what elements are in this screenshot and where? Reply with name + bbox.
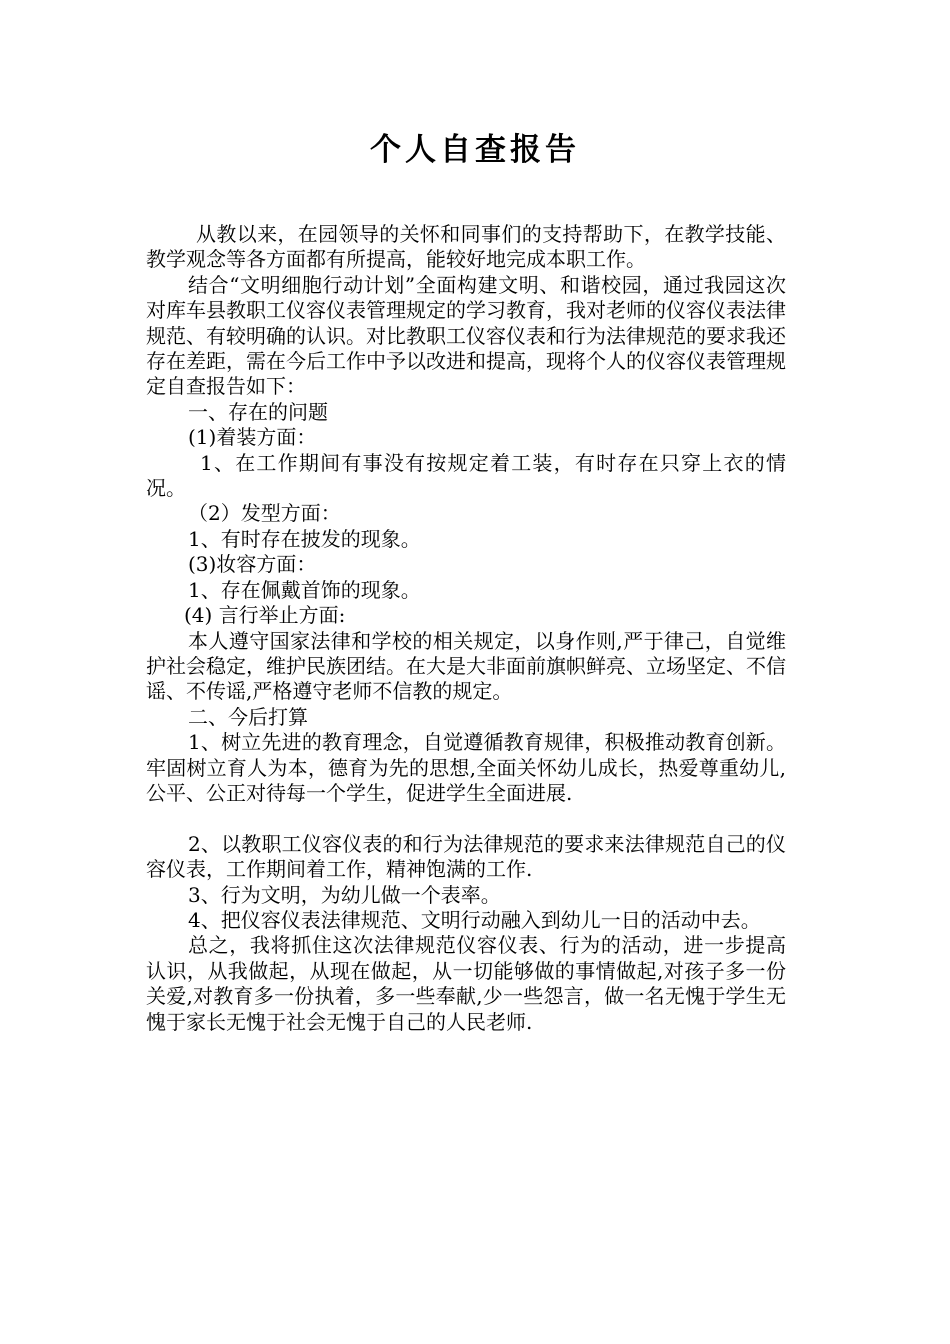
- plan-item-3: 3、行为文明，为幼儿做一个表率。: [188, 882, 501, 907]
- paragraph-background: 结合“文明细胞行动计划”全面构建文明、和谐校园，通过我园这次对库车县教职工仪容仪表管理规定的学习教育，我对老师的仪容仪表法律规范、有较明确的认识。对比教职工仪容仪表和行为法律规范的要求我还存在差距，需在今后工作中予以改进和提高，现将个人的仪容仪表管理规定自查报告如下：: [146, 272, 786, 399]
- paragraph-conclusion: 总之，我将抓住这次法律规范仪容仪表、行为的活动，进一步提高认识，从我做起，从现在做起，从一切能够做的事情做起,对孩子多一份关爱,对教育多一份执着，多一些奉献,少一些怨言，做一名无愧于学生无愧于家长无愧于社会无愧于自己的人民老师.: [146, 933, 786, 1034]
- subheading-conduct: (4) 言行举止方面:: [184, 603, 346, 628]
- section-heading-problems: 一、存在的问题: [188, 399, 328, 424]
- subheading-hairstyle: （2）发型方面：: [188, 501, 341, 526]
- plan-item-1: 1、树立先进的教育理念，自觉遵循教育规律，积极推动教育创新。牢固树立育人为本，德育为先的思想,全面关怀幼儿成长，热爱尊重幼儿,公平、公正对待每一个学生，促进学生全面进展.: [146, 730, 786, 805]
- subheading-makeup: (3)妆容方面：: [188, 552, 317, 577]
- item-hairstyle: 1、有时存在披发的现象。: [188, 526, 421, 551]
- paragraph-conduct: 本人遵守国家法律和学校的相关规定，以身作则,严于律己，自觉维护社会稳定，维护民族团结。在大是大非面前旗帜鲜亮、立场坚定、不信谣、不传谣,严格遵守老师不信教的规定。: [146, 628, 786, 704]
- item-clothing: 1、在工作期间有事没有按规定着工装，有时存在只穿上衣的情况。: [146, 450, 786, 501]
- blank-line: [146, 806, 786, 831]
- item-makeup: 1、存在佩戴首饰的现象。: [188, 577, 421, 602]
- document-title: 个人自查报告: [370, 132, 580, 168]
- paragraph-intro: 从教以来，在园领导的关怀和同事们的支持帮助下，在教学技能、教学观念等各方面都有所提高，能较好地完成本职工作。: [146, 222, 786, 272]
- document-body: [146, 222, 786, 1035]
- plan-item-2: 2、以教职工仪容仪表的和行为法律规范的要求来法律规范自己的仪容仪表，工作期间着工作，精神饱满的工作.: [146, 831, 786, 882]
- subheading-clothing: (1)着装方面：: [188, 425, 317, 450]
- plan-item-4: 4、把仪容仪表法律规范、文明行动融入到幼儿一日的活动中去。: [188, 907, 761, 932]
- section-heading-plans: 二、今后打算: [188, 704, 308, 729]
